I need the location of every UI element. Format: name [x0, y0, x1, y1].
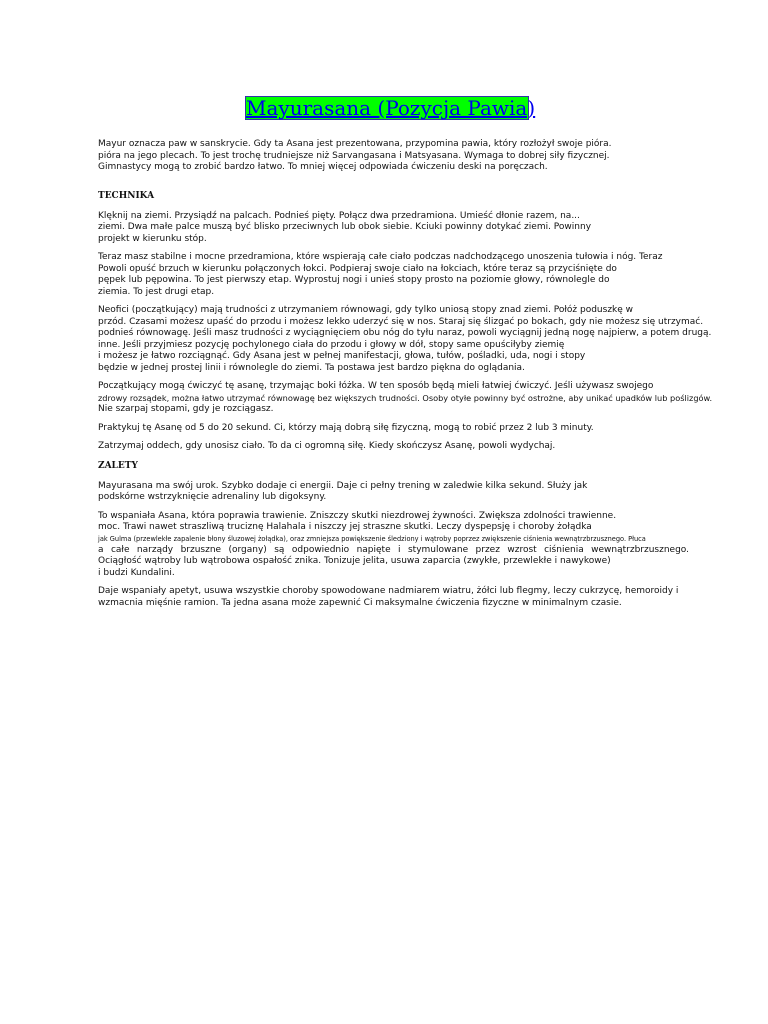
text-line: Początkujący mogą ćwiczyć tę asanę, trzymając boki łóżka. W ten sposób będą mieli łatwiej ćwiczyć. Jeśli używasz swojego — [98, 381, 654, 391]
text-line: zdrowy rozsądek, można łatwo utrzymać równowagę bez większych trudności. Osoby otyłe powinny być ostrożne, aby unikać upadków lub poślizgów. — [98, 392, 713, 403]
page-title[interactable]: Mayurasana (Pozycja Pawia) — [246, 96, 536, 120]
text-line: Nie szarpaj stopami, gdy je rozciągasz. — [98, 404, 274, 414]
text-line: projekt w kierunku stóp. — [98, 233, 207, 244]
benefits-paragraph — [98, 481, 738, 504]
text-line: Neofici (początkujący) mają trudności z utrzymaniem równowagi, gdy tylko uniosą stopy znad ziemi. Połóż poduszkę w — [98, 305, 634, 315]
text-line-small: jak Gulma (przewlekłe zapalenie błony śluzowej żołądka), oraz zmniejsza powiększenie śledziony i wątroby poprzez zwiększenie ciśnienia wewnątrzbrzusznego. Płuca — [98, 534, 646, 543]
text-line-justified: a całe narządy brzuszne (organy) są odpowiednio napięte i stymulowane przez wzrost ciśnienia wewnątrzbrzusznego. — [98, 544, 689, 555]
technique-heading: TECHNIKA — [98, 190, 155, 201]
text-line: będzie w jednej prostej linii i równolegle do ziemi. Ta postawa jest bardzo piękna do oglądania. — [98, 362, 525, 373]
technique-paragraph — [98, 211, 738, 246]
text-line: Ociągłość wątroby lub wątrobowa ospałość znika. Tonizuje jelita, usuwa zaparcia (zwykłe, przewlekłe i nawykowe) — [98, 556, 611, 566]
text-line: Praktykuj tę Asanę od 5 do 20 sekund. Ci, którzy mają dobrą siłę fizyczną, mogą to robić przez 2 lub 3 minuty. — [98, 422, 594, 433]
text-line: Mayurasana ma swój urok. Szybko dodaje ci energii. Daje ci pełny trening w zaledwie kilka sekund. Służy jak — [98, 480, 588, 491]
technique-paragraph — [98, 252, 738, 298]
text-line: pępek lub pępowina. To jest pierwszy etap. Wyprostuj nogi i unieś stopy prosto na poziomie głowy, równolegle do — [98, 275, 610, 285]
document-body — [98, 139, 738, 616]
benefits-heading: ZALETY — [98, 460, 138, 471]
text-line: Teraz masz stabilne i mocne przedramiona, które wspierają całe ciało podczas nadchodzącego unoszenia tułowia i nóg. Teraz — [98, 252, 663, 262]
text-line: ziemi. Dwa małe palce muszą być blisko przeciwnych lub obok siebie. Kciuki powinny dotykać ziemi. Powinny — [98, 222, 592, 232]
text-line: moc. Trawi nawet straszliwą truciznę Halahala i niszczy jej straszne skutki. Leczy dyspepsję i choroby żołądka — [98, 522, 592, 532]
text-line: i budzi Kundalini. — [98, 567, 175, 578]
technique-paragraph — [98, 381, 738, 416]
text-line: ziemia. To jest drugi etap. — [98, 286, 215, 297]
text-line: Zatrzymaj oddech, gdy unosisz ciało. To da ci ogromną siłę. Kiedy skończysz Asanę, powoli wydychaj. — [98, 441, 556, 451]
text-line: przód. Czasami możesz upaść do przodu i możesz lekko uderzyć się w nos. Staraj się ślizgać po bokach, gdy nie możesz się utrzymać. — [98, 316, 704, 327]
text-line: pióra na jego plecach. To jest trochę trudniejsze niż Sarvangasana i Matsyasana. Wymaga to dobrej siły fizycznej. — [98, 150, 610, 161]
technique-paragraph — [98, 305, 738, 374]
text-line: To wspaniała Asana, która poprawia trawienie. Zniszczy skutki niezdrowej żywności. Zwiększa zdolności trawienne. — [98, 510, 617, 521]
intro-paragraph — [98, 139, 738, 174]
text-line: Klęknij na ziemi. Przysiądź na palcach. Podnieś pięty. Połącz dwa przedramiona. Umieść dłonie razem, na... — [98, 210, 580, 221]
text-line: i możesz je łatwo rozciągnąć. Gdy Asana jest w pełnej manifestacji, głowa, tułów, pośladki, uda, nogi i stopy — [98, 351, 586, 361]
text-line: podskórne wstrzyknięcie adrenaliny lub digoksyny. — [98, 492, 327, 502]
technique-paragraph — [98, 423, 738, 435]
text-line: Daje wspaniały apetyt, usuwa wszystkie choroby spowodowane nadmiarem wiatru, żółci lub flegmy, leczy cukrzycę, hemoroidy i — [98, 586, 679, 596]
text-line: wzmacnia mięśnie ramion. Ta jedna asana może zapewnić Ci maksymalne ćwiczenia fizyczne w minimalnym czasie. — [98, 597, 622, 608]
text-line: podnieś równowagę. Jeśli masz trudności z wyciągnięciem obu nóg do tyłu naraz, powoli wyciągnij jedną nogę najpierw, a potem drugą. — [98, 328, 712, 338]
technique-paragraph — [98, 441, 738, 453]
text-line: inne. Jeśli przyjmiesz pozycję pochylonego ciała do przodu i głowy w dół, stopy same opuściłyby ziemię — [98, 339, 565, 350]
benefits-paragraph — [98, 586, 738, 609]
text-line: Mayur oznacza paw w sanskrycie. Gdy ta Asana jest prezentowana, przypomina pawia, który rozłożył swoje pióra. — [98, 139, 612, 149]
text-line: Gimnastycy mogą to zrobić bardzo łatwo. To mniej więcej odpowiada ćwiczeniu deski na poręczach. — [98, 162, 548, 172]
benefits-paragraph — [98, 511, 738, 580]
text-line: Powoli opuść brzuch w kierunku połączonych łokci. Podpieraj swoje ciało na łokciach, które teraz są przyciśnięte do — [98, 263, 617, 274]
